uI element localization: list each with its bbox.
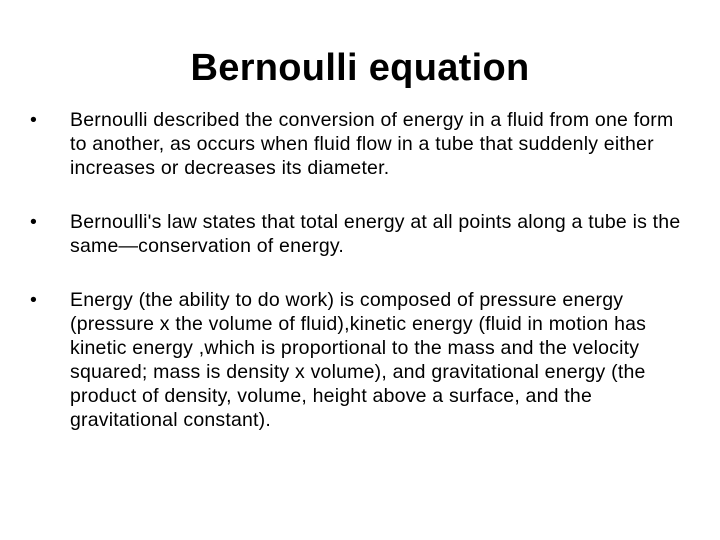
bullet-dot-icon: • xyxy=(30,109,38,131)
bullet-text: Bernoulli's law states that total energy at all points along a tube is the same—conservation of energy. xyxy=(70,211,681,257)
bullet-item-law xyxy=(30,210,690,258)
bullet-dot-icon: • xyxy=(30,289,38,311)
slide-title: Bernoulli equation xyxy=(190,47,530,89)
bullet-item-conversion xyxy=(30,108,690,180)
bullet-item-energy xyxy=(30,288,690,432)
bullet-dot-icon: • xyxy=(30,211,38,233)
bullet-text: Bernoulli described the conversion of energy in a fluid from one form to another, as occurs when fluid flow in a tube that suddenly either increases or decreases its diameter. xyxy=(70,109,674,179)
bullet-text: Energy (the ability to do work) is composed of pressure energy (pressure x the volume of fluid),kinetic energy (fluid in motion has kinetic energy ,which is proportional to the mass and the velocity squared; mass is density x volume), and gravitational energy (the product of density, volume, height above a surface, and the gravitational constant). xyxy=(70,289,647,431)
bullet-list xyxy=(30,108,690,432)
